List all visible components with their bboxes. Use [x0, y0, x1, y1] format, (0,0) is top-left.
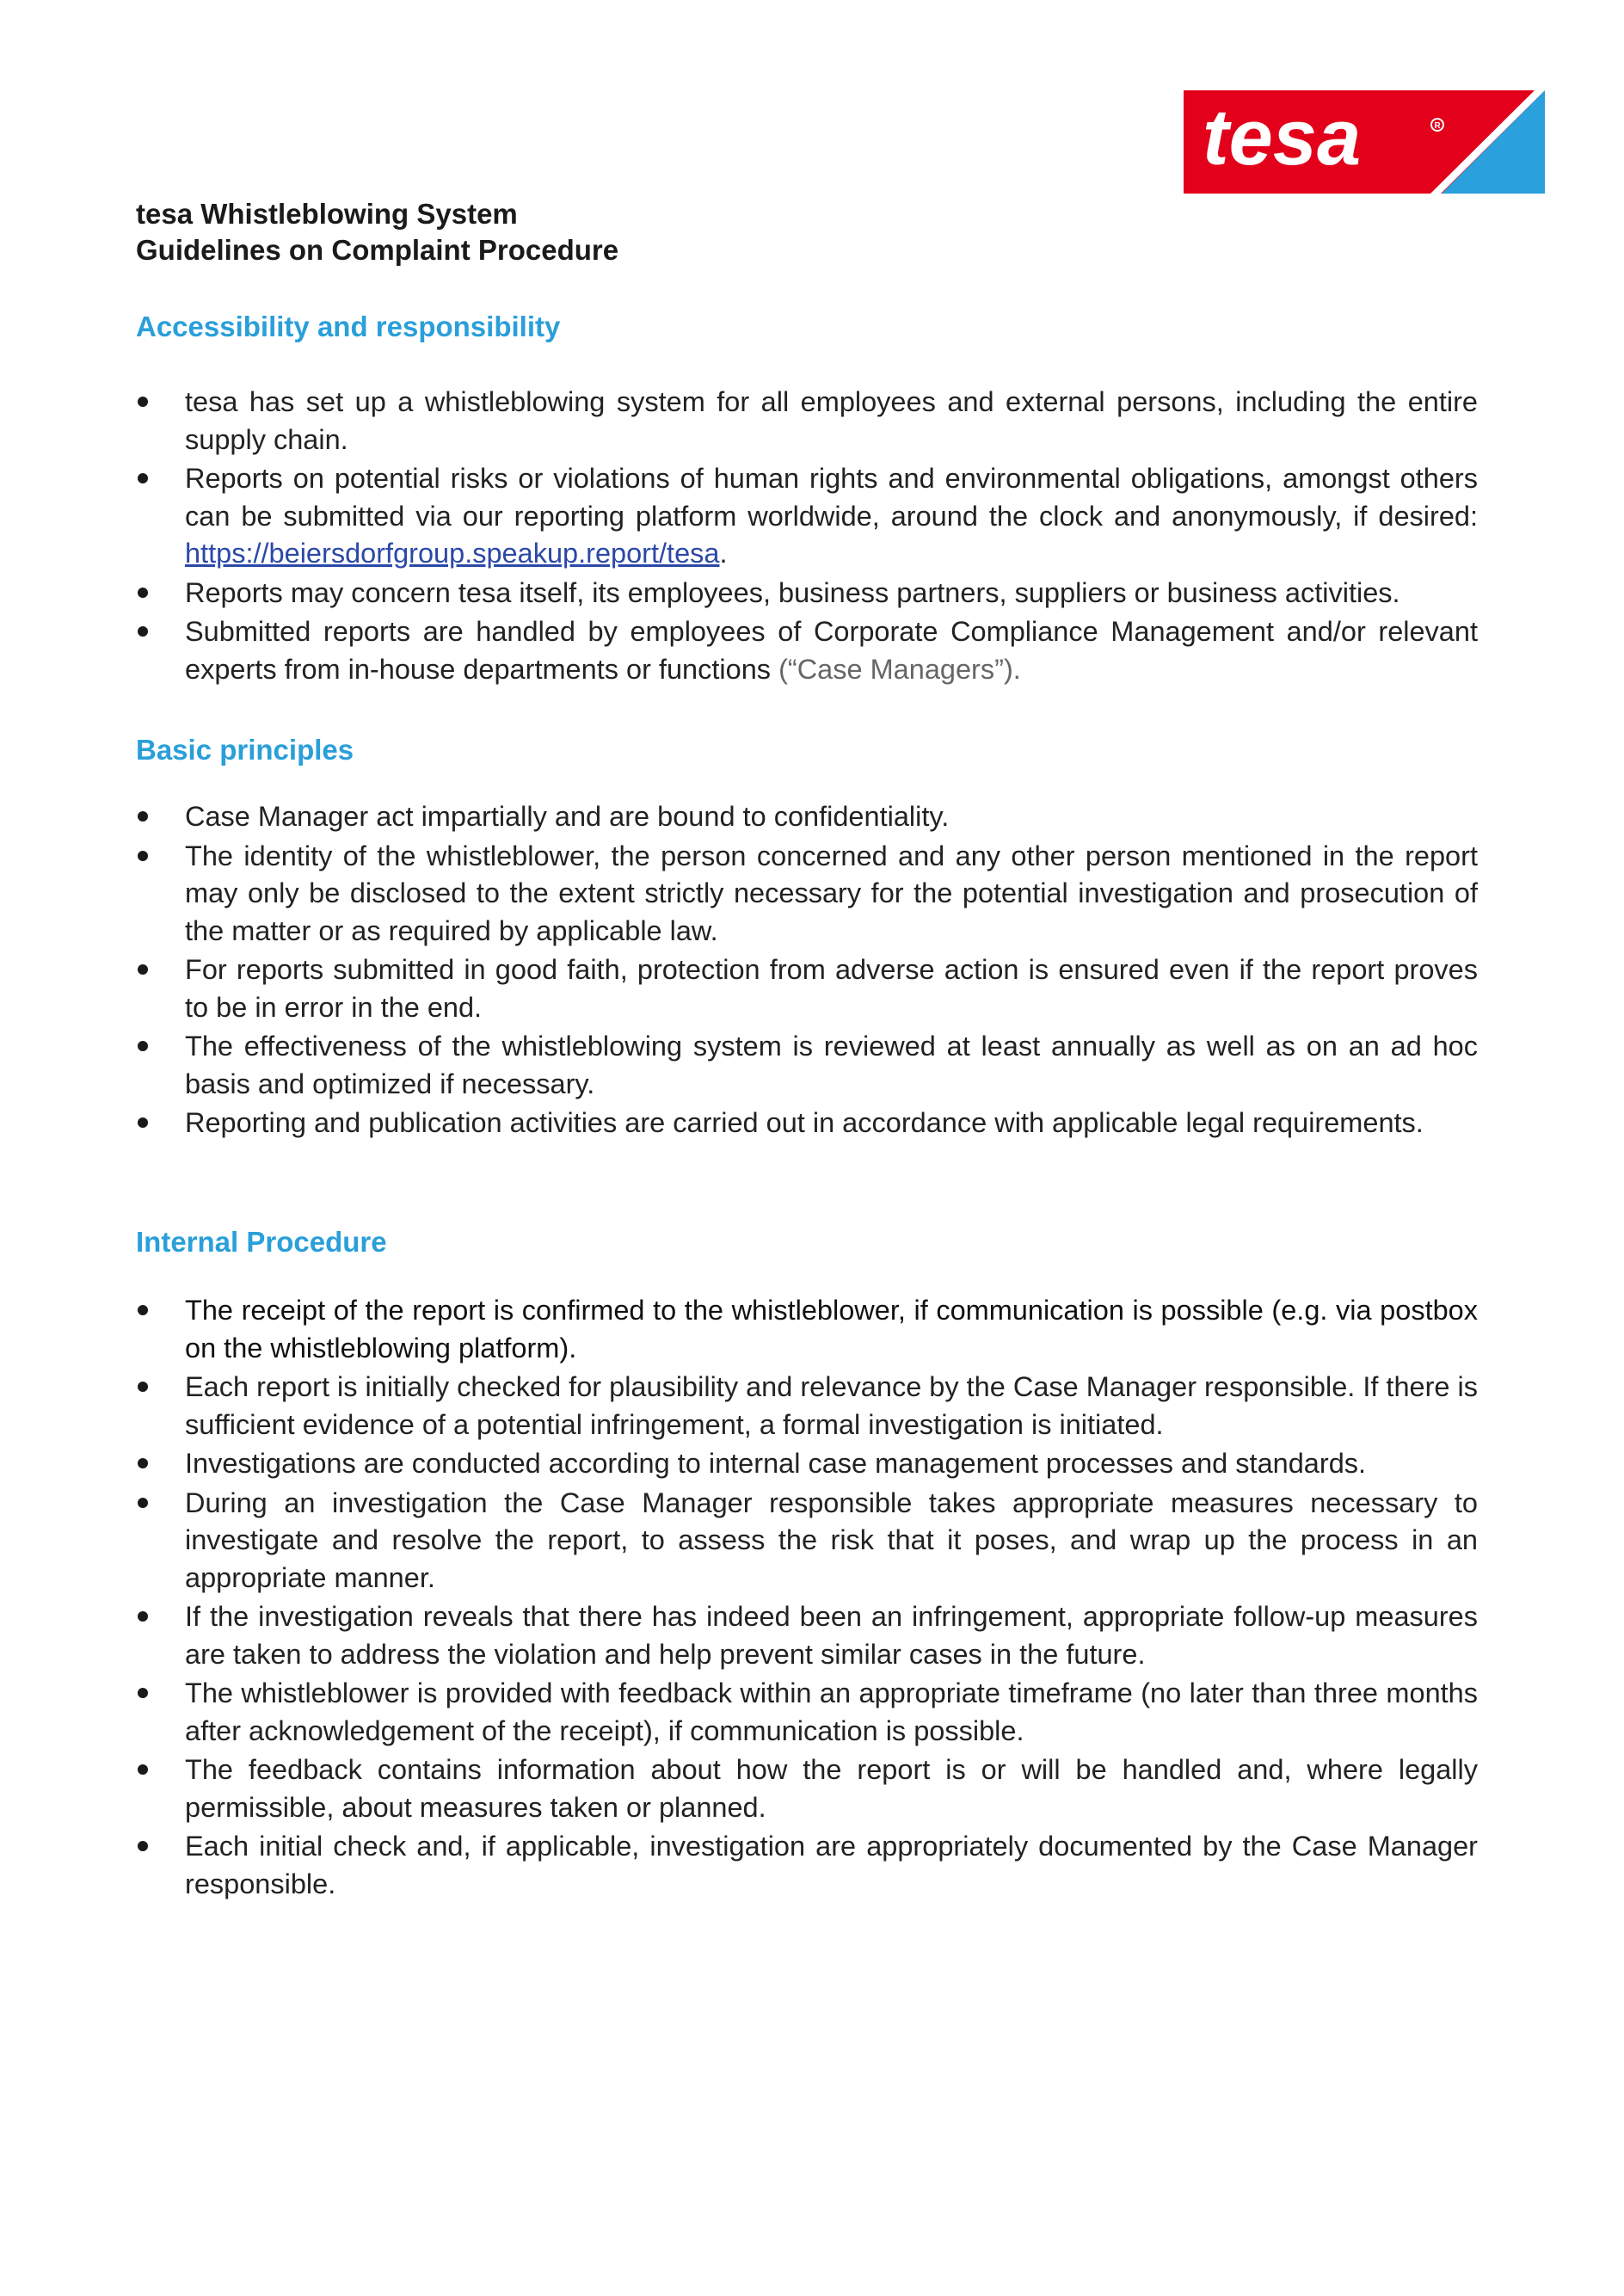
list-item: [136, 1445, 1478, 1483]
list-item-text: Each report is initially checked for plausibility and relevance by the Case Manager responsible. If there is sufficient evidence of a potential infringement, a formal investigation is initiated.: [185, 1371, 1478, 1440]
list-item: [136, 384, 1478, 459]
tesa-logo: [1184, 90, 1545, 194]
list-item: [136, 1675, 1478, 1750]
list-item-text: The identity of the whistleblower, the person concerned and any other person mentioned in the report may only be disclosed to the extent strictly necessary for the potential investigation and prosecution of the matter or as required by applicable law.: [185, 840, 1478, 946]
section-accessibility: [136, 310, 1478, 690]
bullet-icon: [138, 811, 148, 822]
bullet-icon: [138, 473, 148, 483]
bullet-icon: [138, 1841, 148, 1851]
list-item-text: The effectiveness of the whistleblowing system is reviewed at least annually as well as on an ad hoc basis and optimized if necessary.: [185, 1031, 1478, 1099]
list-item: [136, 1292, 1478, 1367]
list-item-text: Case Manager act impartially and are bound to confidentiality.: [185, 801, 950, 832]
bullet-icon: [138, 1764, 148, 1775]
list-item-text: During an investigation the Case Manager responsible takes appropriate measures necessary to investigate and resolve the report, to assess the risk that it poses, and wrap up the process in an appropriate manner.: [185, 1487, 1478, 1593]
bullet-icon: [138, 1041, 148, 1051]
bullet-list: [136, 1292, 1478, 1903]
bullet-icon: [138, 1117, 148, 1128]
list-item-text: Reporting and publication activities are carried out in accordance with applicable legal requirements.: [185, 1107, 1424, 1138]
list-item: [136, 951, 1478, 1026]
bullet-icon: [138, 626, 148, 637]
bullet-icon: [138, 1498, 148, 1508]
section-internal-procedure: [136, 1225, 1478, 1905]
list-item: [136, 838, 1478, 951]
list-item: [136, 1598, 1478, 1673]
bullet-list: [136, 384, 1478, 688]
list-item: Submitted reports are handled by employees of Corporate Compliance Management and/or relevant experts from in-house departments or functions (“Case Managers”).: [136, 613, 1478, 688]
bullet-icon: [138, 397, 148, 407]
document-title: tesa Whistleblowing System: [136, 198, 518, 230]
bullet-icon: [138, 851, 148, 861]
list-item: [136, 1828, 1478, 1903]
list-item-text: If the investigation reveals that there has indeed been an infringement, appropriate follow-up measures are taken to address the violation and help prevent similar cases in the future.: [185, 1601, 1478, 1670]
svg-text:R: R: [1434, 121, 1441, 131]
list-item-text: The receipt of the report is confirmed to the whistleblower, if communication is possible (e.g. via postbox on the whistleblowing platform).: [185, 1295, 1478, 1363]
bullet-icon: [138, 1688, 148, 1698]
list-item: [136, 1028, 1478, 1103]
list-item-text: Each initial check and, if applicable, investigation are appropriately documented by the Case Manager responsible.: [185, 1831, 1478, 1899]
list-item-text: For reports submitted in good faith, protection from adverse action is ensured even if the report proves to be in error in the end.: [185, 954, 1478, 1023]
list-item-text: Submitted reports are handled by employees of Corporate Compliance Management and/or relevant experts from in-house departments or functions: [185, 616, 1478, 685]
list-item: [136, 798, 1478, 836]
section-basic-principles: [136, 733, 1478, 1144]
list-item: [136, 1369, 1478, 1443]
list-item-text: The feedback contains information about how the report is or will be handled and, where legally permissible, about measures taken or planned.: [185, 1754, 1478, 1823]
bullet-icon: [138, 964, 148, 975]
bullet-list: [136, 798, 1478, 1142]
list-item: [136, 1105, 1478, 1142]
list-item-text: Investigations are conducted according to internal case management processes and standards.: [185, 1448, 1367, 1479]
bullet-icon: [138, 1611, 148, 1622]
logo-wordmark: tesa: [1203, 94, 1362, 182]
document-subtitle: Guidelines on Complaint Procedure: [136, 234, 619, 266]
list-item: [136, 1751, 1478, 1826]
section-heading: Basic principles: [136, 734, 354, 766]
bullet-icon: [138, 1382, 148, 1392]
list-item: Reports on potential risks or violations of human rights and environmental obligations, amongst others can be submitted via our reporting platform worldwide, around the clock and anonymously, if desired: https://beiersdorfgroup.speakup.report/tesa.: [136, 460, 1478, 573]
bullet-icon: [138, 1458, 148, 1468]
speakup-report-link[interactable]: https://beiersdorfgroup.speakup.report/tesa: [185, 538, 720, 569]
list-item: [136, 575, 1478, 612]
bullet-icon: [138, 1305, 148, 1315]
document-header: [136, 196, 1478, 268]
list-item-text: Reports on potential risks or violations of human rights and environmental obligations, amongst others can be submitted via our reporting platform worldwide, around the clock and anonymously, if desired:: [185, 463, 1478, 532]
bullet-icon: [138, 588, 148, 598]
list-item-text: Reports may concern tesa itself, its employees, business partners, suppliers or business activities.: [185, 576, 1400, 608]
case-managers-term: (“Case Managers”): [778, 653, 1013, 685]
section-heading: Internal Procedure: [136, 1226, 387, 1258]
list-item: [136, 1485, 1478, 1597]
list-item-text: tesa has set up a whistleblowing system for all employees and external persons, including the entire supply chain.: [185, 386, 1478, 455]
section-heading: Accessibility and responsibility: [136, 311, 561, 342]
list-item-text: The whistleblower is provided with feedback within an appropriate timeframe (no later than three months after acknowledgement of the receipt), if communication is possible.: [185, 1677, 1478, 1746]
